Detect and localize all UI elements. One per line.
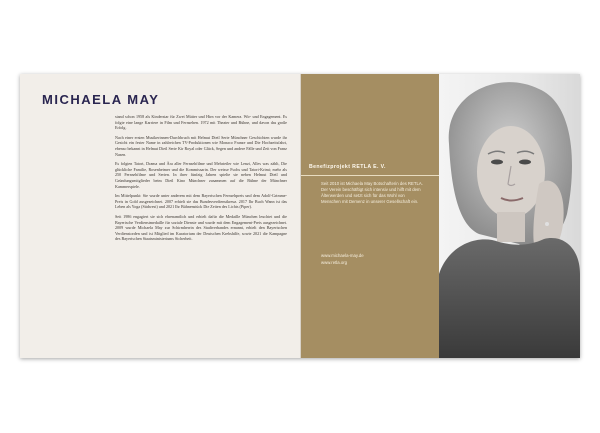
bio-paragraph: Im Mittelpunkt: Sie wurde unter anderem mit dem Bayerischen Fernsehpreis und dem Adolf-Grimme-Preis in Gold ausgezeichnet. 2007 erhielt sie das Bundesverdienstkreuz. 2017 Ihr Buch Wann ist das Leben als Yoga (Südwest) und 2021 Ihr Bühnenstück Die Zeiten des Lichts (Piper). [115,193,287,210]
project-links [321,253,364,266]
biography-text [115,114,287,246]
project-description: Seit 2010 ist Michaela May Botschafterin des RETLA. Der Verein beschäftigt sich intensiv und hilft mit dem Älterwerden und setzt sich für das Wohl von Menschen mit Demenz in unserer Gesellschaft ein. [321,181,423,205]
left-page [20,74,301,358]
portrait-illustration [439,74,580,358]
portrait-photo [439,74,580,358]
person-name: MICHAELA MAY [42,92,160,107]
link-website[interactable]: www.michaela-may.de [321,253,364,258]
link-retla[interactable]: www.retla.org [321,259,348,265]
bio-paragraph: Seit 1986 engagiert sie sich ehrenamtlich und erhielt dafür die Medaille München leuchtet und die Bayerische Verdienstmedaille für soziale Dienste und wurde mit dem Engagement-Preis ausgezeichnet. 2009 wurde Michaela May zur Schirmherrin des Stadtverbandes ernannt, erhielt den Bayerischen Verdienstorden und ist Mitglied im Kuratorium der Deutschen Krebshilfe, sowie 2021 die Kampagne des Bayerischen Staatsministeriums Sicherheit. [115,213,287,242]
brochure-spread [20,74,580,358]
project-title: Benefizprojekt RETLA E. V. [309,164,386,170]
bio-paragraph: Es folgten Tatort, Drama und Ära aller Fernsehfilme und Mehrteiler wie Lenzi, Alles was zählt, Die glückliche Familie, Rosenheimer und die Kommissarin. Der weisse Fuchs und Tatort-Krimi; mehr als 250 Fernsehfilme und Serien. In ihrer fünfzig Jahren spielte sie neben Helmut Dietl und Gründungsmitglieder beim Dietl Kino Münchner zusammen auf die Bühne der Münchner Kammerspiele. [115,161,287,189]
bio-paragraph: Nach einer ersten Musikerinnen-Durchbruch mit Helmut Dietl Serie Münchner Geschichten wurde ihr Gesicht ein fester Name in zahlreichen TV-Produktionen wie Monaco Franze und Die Hochzeitsfahrt, ebenso bekannt in Helmut Dietl Serie Kir Royal oder Glück, Segen und andere Fälle und Zeit von Franz Nasen. [115,134,287,157]
bio-paragraph: stand schon 1958 als Kinderstar für Zwei Mütter und Hirn vor der Kamera. Wir- und Engagement. Es folgte eine lange Karriere in Film und Fernsehen. 1972 mit Theater und Bühne, und davon das große Erfolg. [115,114,287,131]
divider-line [301,175,439,176]
project-panel [301,74,439,358]
